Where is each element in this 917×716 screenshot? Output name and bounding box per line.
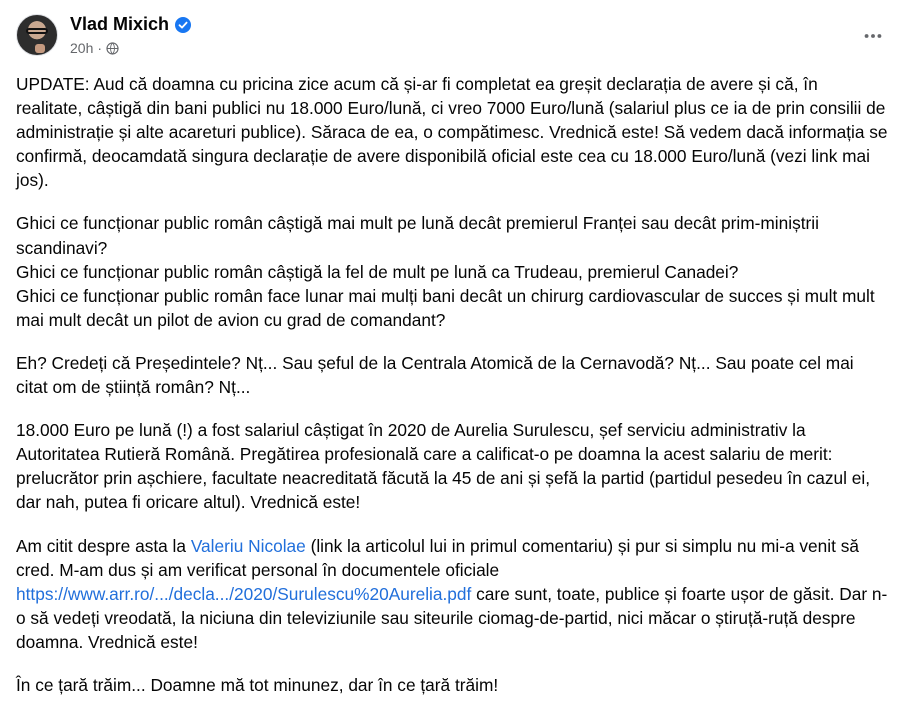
post-meta bbox=[70, 14, 191, 56]
post-paragraph: Eh? Credeți că Președintele? Nț... Sau șeful de la Centrala Atomică de la Cernavodă? Nț... Sau poate cel mai citat om de știință român? Nț... bbox=[16, 352, 854, 398]
post-paragraph-with-links bbox=[16, 534, 888, 654]
post-body bbox=[16, 72, 888, 716]
paragraph-text: Am citit despre asta la bbox=[16, 535, 191, 556]
mention-link[interactable]: Valeriu Nicolae bbox=[190, 535, 306, 556]
verified-badge-icon bbox=[175, 17, 191, 33]
paragraph-text: (link la articolul lui in primul comentariu) și pur si simplu nu mi-a venit să cred. M-am dus și am verificat personal în documentele oficiale bbox=[16, 535, 859, 580]
post-sub-row bbox=[70, 40, 191, 56]
globe-icon[interactable] bbox=[106, 42, 119, 55]
author-name[interactable]: Vlad Mixich bbox=[70, 14, 170, 34]
more-options-icon[interactable] bbox=[855, 18, 891, 54]
separator-dot: · bbox=[97, 40, 103, 56]
author-avatar[interactable] bbox=[16, 14, 58, 56]
document-link[interactable]: https://www.arr.ro/.../decla.../2020/Surulescu%20Aurelia.pdf bbox=[16, 583, 472, 604]
author-row bbox=[70, 14, 191, 35]
post-header bbox=[16, 10, 191, 60]
post-timestamp[interactable]: 20h bbox=[70, 40, 94, 56]
post-paragraph: În ce țară trăim... Doamne mă tot minunez, dar în ce țară trăim! bbox=[16, 674, 499, 695]
avatar-glasses bbox=[26, 28, 48, 34]
post-paragraph: Ghici ce funcționar public român câștigă mai mult pe lună decât premierul Franței sau decât prim-miniștrii scandinavi? Ghici ce funcționar public român câștigă la fel de mult pe lună ca Trudeau, premierul Canadei? Ghici ce funcționar public român face lunar mai mulți bani decât un chirurg cardiovascular de succes și mult mult mai mult decât un pilot de avion cu grad de comandant? bbox=[16, 213, 875, 330]
avatar-hand bbox=[35, 44, 45, 53]
post-paragraph: UPDATE: Aud că doamna cu pricina zice acum că și-ar fi completat ea greșit declarația de avere și că, în realitate, câștigă din bani publici nu 18.000 Euro/lună, ci vreo 7000 Euro/lună (salariul plus ce ia de prin consilii de administrație și alte acareturi publice). Săraca de ea, o compătimesc. Vrednică este! Să vedem dacă informația se confirmă, deocamdată singura declarație de avere disponibilă oficial este cea cu 18.000 Euro/lună (vezi link mai jos). bbox=[16, 74, 888, 191]
paragraph-text: care sunt, toate, publice și foarte ușor de găsit. Dar n-o să vedeți vreodată, la niciuna din televiziunile sau siteurile ciomag-de-partid, nici măcar o știruță-ruță despre doamna. Vrednică este! bbox=[16, 583, 888, 652]
post-paragraph: 18.000 Euro pe lună (!) a fost salariul câștigat în 2020 de Aurelia Surulescu, șef serviciu administrativ la Autoritatea Rutieră Română. Pregătirea profesională care a calificat-o pe doamna la acest salariu de merit: prelucrător prin așchiere, facultate neacreditată făcută la 45 de ani și șefă la partid (partidul pesedeu în cazul ei, dar nah, putea fi oricare altul). Vrednică este! bbox=[16, 420, 871, 513]
